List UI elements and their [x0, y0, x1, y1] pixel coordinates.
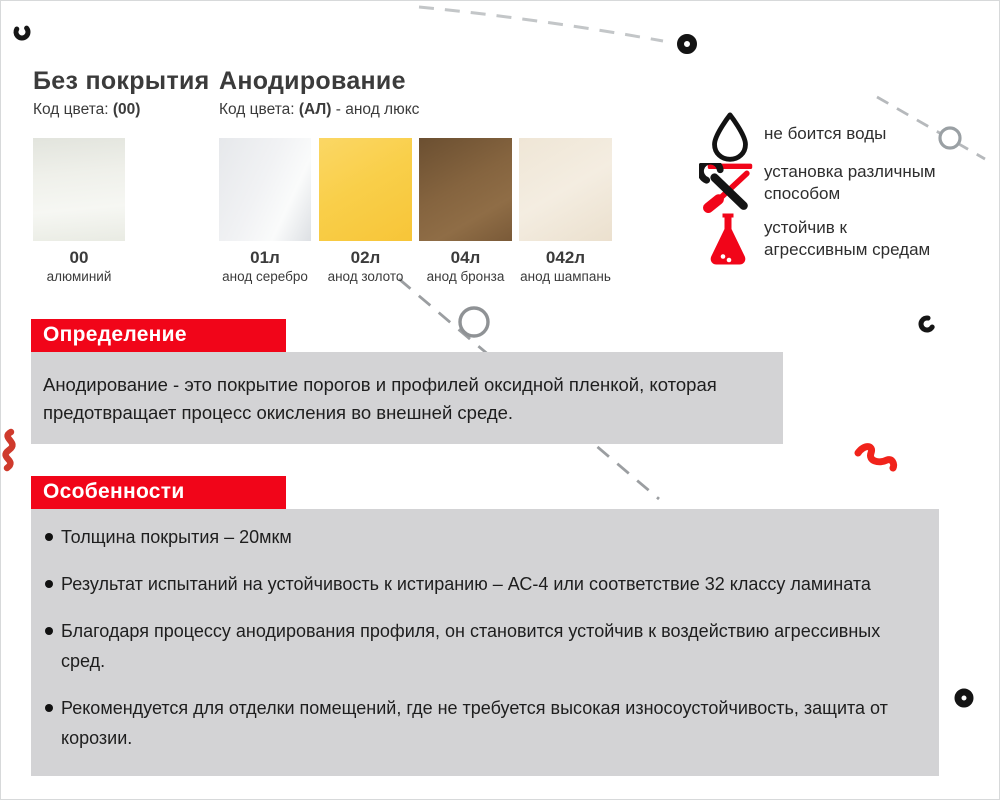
bullet-icon: [45, 704, 53, 712]
definition-heading-banner: Определение: [31, 319, 286, 352]
feature-text: Толщина покрытия – 20мкм: [61, 527, 292, 547]
wrench-screwdriver-icon: [699, 163, 755, 213]
crescent-top-left: [14, 24, 31, 41]
feature-item: [43, 616, 921, 676]
swatch-name: анод шампань: [520, 269, 611, 284]
code-suffix: - анод люкс: [331, 101, 420, 118]
no-coating-code: [33, 101, 210, 119]
anodizing-code: [219, 101, 419, 119]
code-value: (00): [112, 101, 141, 118]
water-drop-icon: [705, 111, 755, 169]
feature-item: [43, 522, 921, 552]
swatch-name: анод бронза: [426, 269, 505, 284]
swatch-aluminium: [33, 138, 125, 284]
ring-dot-top: [681, 38, 694, 51]
code-label: Код цвета:: [33, 101, 113, 118]
definition-panel: Анодирование - это покрытие порогов и профилей оксидной пленкой, которая предотвращает процесс окисления во внешней среде.: [31, 352, 783, 444]
hollow-circle-middle: [460, 308, 488, 336]
red-squiggle-right: [858, 447, 894, 468]
feature-text: Результат испытаний на устойчивость к истиранию – АС-4 или соответствие 32 классу ламината: [61, 574, 871, 594]
swatch-code: 01л: [250, 248, 280, 267]
swatch-anod-bronze: [419, 138, 512, 284]
benefit-label-aggressive: устойчив к агрессивным средам: [764, 218, 931, 259]
crescent-mid-right: [919, 316, 935, 332]
swatch-code: 00: [69, 248, 89, 267]
features-heading-banner: Особенности: [31, 476, 286, 509]
dashed-line-top: [419, 7, 663, 41]
color-sample-gold: [319, 138, 412, 241]
bullet-icon: [45, 533, 53, 541]
ring-dot-bottom-right: [958, 692, 970, 704]
no-coating-title: Без покрытия: [33, 67, 210, 95]
swatch-anod-silver: [219, 138, 311, 284]
color-sample-aluminium: [33, 138, 125, 241]
bullet-icon: [45, 580, 53, 588]
features-panel: [31, 509, 939, 776]
swatch-name: анод золото: [327, 269, 404, 284]
benefit-label-water: не боится воды: [764, 124, 887, 143]
code-label: Код цвета:: [219, 101, 299, 118]
code-value: (АЛ): [298, 101, 332, 118]
color-sample-silver: [219, 138, 311, 241]
anodizing-title: Анодирование: [219, 67, 406, 95]
feature-text: Рекомендуется для отделки помещений, где не требуется высокая износоустойчивость, защита от корозии.: [61, 698, 888, 748]
color-sample-bronze: [419, 138, 512, 241]
swatch-code: 04л: [450, 248, 481, 267]
feature-item: [43, 693, 921, 753]
red-squiggle-left: [6, 432, 13, 468]
feature-item: [43, 569, 921, 599]
swatch-anod-champagne: [519, 138, 612, 284]
benefit-label-installation: установка различным способом: [764, 162, 936, 203]
swatch-code: 042л: [545, 248, 586, 267]
swatch-anod-gold: [319, 138, 412, 284]
swatch-name: алюминий: [46, 269, 112, 284]
flask-icon: [707, 212, 749, 266]
bullet-icon: [45, 627, 53, 635]
swatch-code: 02л: [350, 248, 381, 267]
color-sample-champagne: [519, 138, 612, 241]
swatch-name: анод серебро: [222, 269, 308, 284]
feature-text: Благодаря процессу анодирования профиля, он становится устойчив к воздействию агрессивных сред.: [61, 621, 881, 671]
